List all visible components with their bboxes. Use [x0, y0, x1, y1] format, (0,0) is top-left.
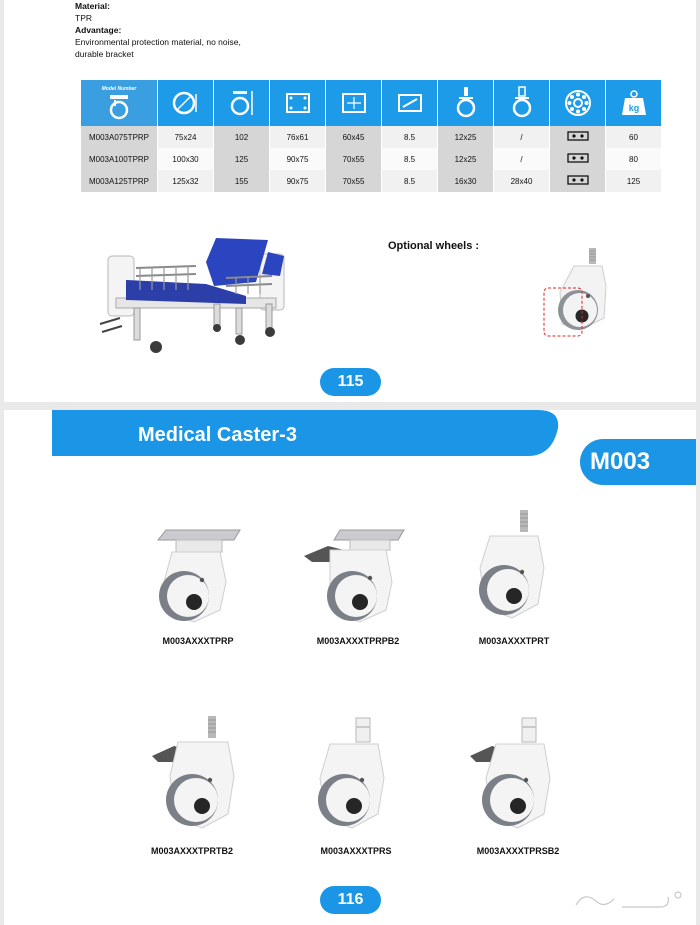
- table-cell: 125x32: [158, 170, 214, 192]
- load-capacity-header: [606, 80, 662, 126]
- product-caption: M003AXXXTPRPB2: [316, 636, 400, 646]
- table-cell: 76x61: [270, 126, 326, 148]
- table-cell: 8.5: [382, 170, 438, 192]
- table-cell: 28x40: [494, 170, 550, 192]
- optional-wheels-title: Optional wheels :: [388, 240, 480, 252]
- table-cell: 155: [214, 170, 270, 192]
- optional-wheel-image: [540, 246, 616, 342]
- table-cell: 60x45: [326, 126, 382, 148]
- title-banner: [52, 410, 560, 456]
- product-caption: M003AXXXTPRS: [320, 846, 392, 856]
- banner-title: Medical Caster-3: [138, 424, 297, 446]
- product-caption: M003AXXXTPRP: [162, 636, 234, 646]
- page-number-116: 116: [320, 886, 381, 914]
- catalog-page-115: [4, 0, 696, 402]
- wheel-diameter-header: [158, 80, 214, 126]
- table-cell: 90x75: [270, 148, 326, 170]
- table-cell: M003A075TPRP: [81, 126, 158, 148]
- plate-thickness-icon: [395, 88, 425, 118]
- material-value: TPR: [75, 13, 92, 23]
- bearing-symbol-icon: [567, 153, 589, 163]
- table-cell: 12x25: [438, 148, 494, 170]
- caster-plate-image: [150, 526, 250, 626]
- product-caption: M003AXXXTPRTB2: [150, 846, 234, 856]
- table-row: [81, 170, 662, 192]
- caster-thread-brake-image: [148, 714, 244, 838]
- height-header: [214, 80, 270, 126]
- table-cell: M003A125TPRP: [81, 170, 158, 192]
- table-cell: 90x75: [270, 170, 326, 192]
- stem-size-icon: [451, 86, 481, 120]
- product-caption: M003AXXXTPRT: [478, 636, 550, 646]
- stem-size-alt-header: [494, 80, 550, 126]
- table-cell: 8.5: [382, 148, 438, 170]
- bearing-symbol-icon: [567, 175, 589, 185]
- bearing-symbol-icon: [567, 131, 589, 141]
- model-header-label: Model Number: [101, 86, 137, 92]
- table-row: [81, 126, 662, 148]
- caster-plate-brake-image: [300, 526, 410, 626]
- hospital-bed-image: [96, 232, 296, 360]
- product-caption: M003AXXXTPRSB2: [476, 846, 560, 856]
- wheel-diameter-icon: [171, 88, 201, 118]
- top-plate-size-icon: [283, 88, 313, 118]
- height-icon: [227, 88, 257, 118]
- catalog-page-116: [4, 410, 696, 925]
- table-cell: 70x55: [326, 148, 382, 170]
- top-plate-size-header: [270, 80, 326, 126]
- bearing-icon: [563, 88, 593, 118]
- advantage-line-1: Environmental protection material, no noise,: [75, 37, 241, 47]
- table-cell: /: [494, 148, 550, 170]
- model-header: [81, 80, 158, 126]
- table-cell: 70x55: [326, 170, 382, 192]
- table-cell: 16x30: [438, 170, 494, 192]
- bearing-cell: [550, 170, 606, 192]
- page-number-115: 115: [320, 368, 381, 396]
- table-row: [81, 148, 662, 170]
- spec-text: [75, 0, 241, 60]
- stem-size-header: [438, 80, 494, 126]
- table-cell: 75x24: [158, 126, 214, 148]
- caster-stem-brake-image: [466, 714, 558, 838]
- spec-table: [80, 80, 662, 192]
- bolt-hole-spacing-icon: [339, 88, 369, 118]
- table-cell: 102: [214, 126, 270, 148]
- stem-size-alt-icon: [507, 86, 537, 120]
- model-caster-icon: [107, 94, 131, 120]
- bearing-cell: [550, 126, 606, 148]
- plate-thickness-header: [382, 80, 438, 126]
- table-cell: 60: [606, 126, 662, 148]
- load-unit: kg: [628, 103, 639, 113]
- bearing-header: [550, 80, 606, 126]
- load-capacity-icon: [619, 88, 649, 118]
- table-cell: 8.5: [382, 126, 438, 148]
- series-code-badge: M003: [580, 439, 696, 485]
- bearing-cell: [550, 148, 606, 170]
- table-cell: 80: [606, 148, 662, 170]
- table-cell: 125: [214, 148, 270, 170]
- advantage-line-2: durable bracket: [75, 49, 134, 59]
- table-cell: /: [494, 126, 550, 148]
- advantage-label: Advantage:: [75, 25, 122, 35]
- table-cell: 125: [606, 170, 662, 192]
- bolt-hole-spacing-header: [326, 80, 382, 126]
- table-cell: 12x25: [438, 126, 494, 148]
- watermark-logo: [570, 885, 686, 917]
- caster-stem-image: [312, 714, 392, 838]
- caster-thread-image: [474, 508, 554, 626]
- table-cell: 100x30: [158, 148, 214, 170]
- table-cell: M003A100TPRP: [81, 148, 158, 170]
- spec-table-header: [81, 80, 662, 126]
- material-label: Material:: [75, 1, 110, 11]
